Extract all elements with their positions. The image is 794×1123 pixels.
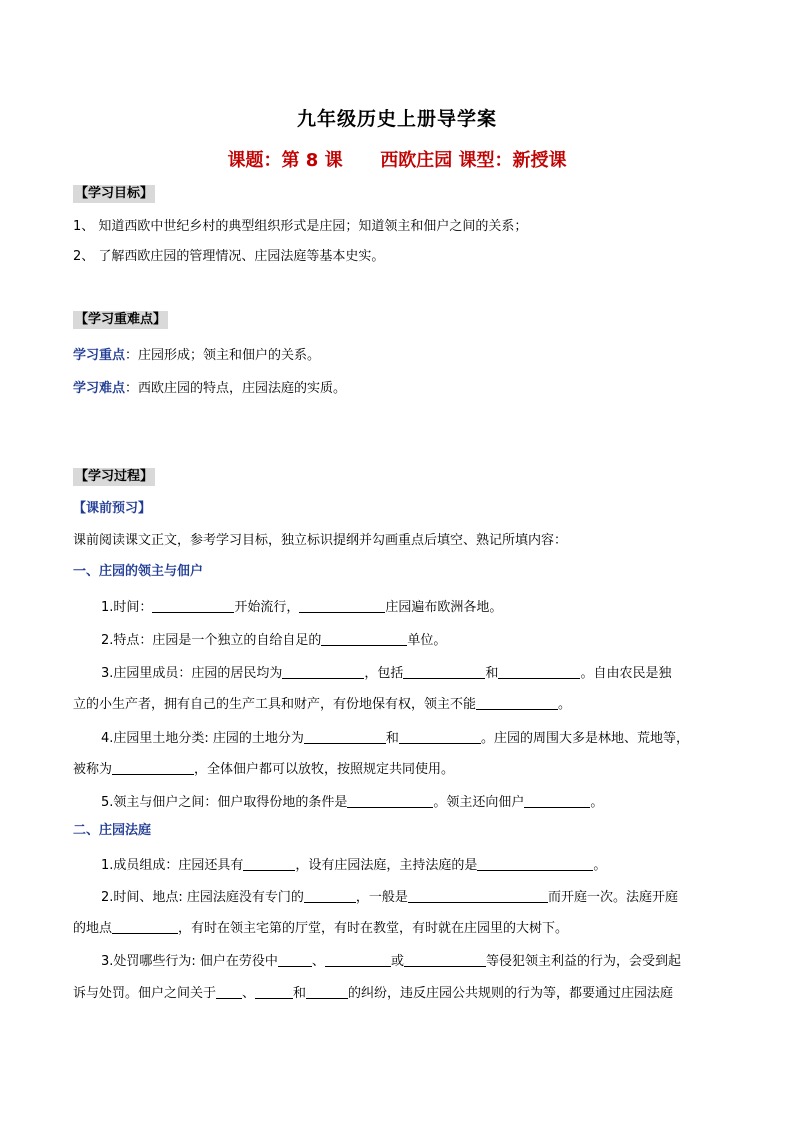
fill-blank[interactable]	[112, 919, 178, 934]
difficulty-text: ：西欧庄园的特点，庄园法庭的实质。	[125, 381, 347, 396]
fill-blank[interactable]	[304, 729, 386, 744]
fill-blank[interactable]	[498, 664, 580, 679]
goal-item-2: 2、 了解西欧庄园的管理情况、庄园法庭等基本史实。	[73, 249, 385, 264]
fill-blank[interactable]	[243, 856, 295, 871]
fill-blank[interactable]	[306, 984, 348, 999]
s1-q1: 1.时间： 开始流行， 庄园遍布欧洲各地。	[101, 600, 503, 615]
fill-blank[interactable]	[408, 888, 548, 903]
fill-blank[interactable]	[325, 952, 391, 967]
fill-blank[interactable]	[255, 984, 293, 999]
fill-blank[interactable]	[404, 952, 486, 967]
s2-q2a: 2.时间、地点: 庄园法庭没有专门的 ，一般是 而开庭一次。法庭开庭	[101, 890, 678, 905]
fill-blank[interactable]	[112, 760, 194, 775]
s2-q2b: 的地点 ，有时在领主宅第的厅堂，有时在教堂，有时就在庄园里的大树下。	[73, 921, 569, 936]
page-title: 九年级历史上册导学案	[296, 108, 497, 130]
lesson-subtitle: 课题：第 8 课 西欧庄园 课型：新授课	[227, 150, 567, 171]
s1-q3b: 立的小生产者，拥有自己的生产工具和财产，有份地保有权，领主不能 。	[73, 697, 572, 712]
focus-text: ：庄园形成；领主和佃户的关系。	[125, 348, 321, 363]
s2-q3a: 3.处罚哪些行为: 佃户在劳役中 、 或 等侵犯领主利益的行为，会受到起	[101, 954, 681, 969]
s1-q4a: 4.庄园里土地分类: 庄园的土地分为 和 。庄园的周围大多是林地、荒地等，	[101, 731, 689, 746]
fill-blank[interactable]	[399, 729, 481, 744]
keypoints-heading: 【学习重难点】	[75, 312, 167, 327]
fill-blank[interactable]	[299, 598, 385, 613]
fill-blank[interactable]	[321, 631, 407, 646]
difficulty-label: 学习难点	[73, 381, 126, 396]
s1-q5: 5.领主与佃户之间：佃户取得份地的条件是 。领主还向佃户 。	[101, 795, 604, 810]
focus-line	[73, 347, 320, 365]
fill-blank[interactable]	[403, 664, 485, 679]
s2-q1: 1.成员组成：庄园还具有 ，设有庄园法庭，主持法庭的是 。	[101, 858, 607, 873]
difficulty-line	[73, 380, 346, 398]
preview-label: 【课前预习】	[73, 501, 152, 516]
fill-blank[interactable]	[476, 695, 558, 710]
fill-blank[interactable]	[304, 888, 356, 903]
section2-title: 二、庄园法庭	[73, 823, 152, 838]
s1-q2: 2.特点：庄园是一个独立的自给自足的 单位。	[101, 633, 447, 648]
goal-item-1: 1、 知道西欧中世纪乡村的典型组织形式是庄园；知道领主和佃户之间的关系；	[73, 219, 528, 234]
s1-q4b: 被称为 ，全体佃户都可以放牧，按照规定共同使用。	[73, 762, 455, 777]
process-heading: 【学习过程】	[75, 469, 154, 484]
fill-blank[interactable]	[477, 856, 593, 871]
fill-blank[interactable]	[216, 984, 242, 999]
fill-blank[interactable]	[347, 793, 433, 808]
fill-blank[interactable]	[278, 952, 312, 967]
focus-label: 学习重点	[73, 348, 126, 363]
s2-q3b: 诉与处罚。佃户之间关于 、 和 的纠纷，违反庄园公共规则的行为等，都要通过庄园法庭	[73, 986, 674, 1001]
fill-blank[interactable]	[152, 598, 234, 613]
fill-blank[interactable]	[282, 664, 364, 679]
s1-q3a: 3.庄园里成员：庄园的居民均为 ，包括 和 。自由农民是独	[101, 666, 672, 681]
goals-heading: 【学习目标】	[75, 186, 154, 201]
fill-blank[interactable]	[524, 793, 590, 808]
section1-title: 一、庄园的领主与佃户	[73, 564, 204, 579]
preview-intro: 课前阅读课文正文，参考学习目标，独立标识提纲并勾画重点后填空、熟记所填内容：	[73, 533, 568, 548]
